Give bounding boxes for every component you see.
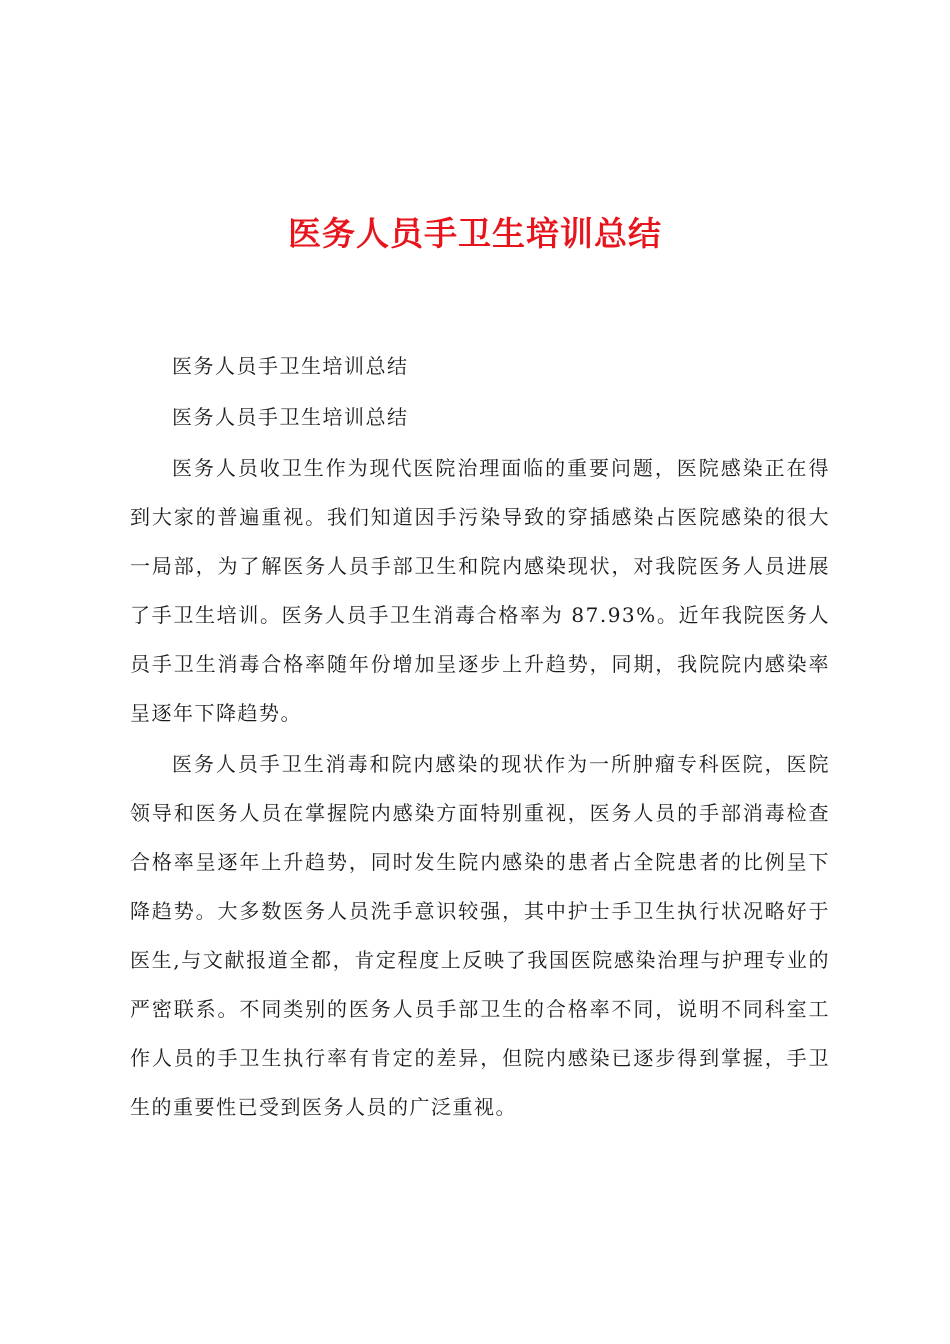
paragraph-intro: 医务人员收卫生作为现代医院治理面临的重要问题，医院感染正在得到大家的普遍重视。我们知道因手污染导致的穿插感染占医院感染的很大一局部，为了解医务人员手部卫生和院内感染现状，对我院医务人员进展了手卫生培训。医务人员手卫生消毒合格率为 87.93%。近年我院医务人员手卫生消毒合格率随年份增加呈逐步上升趋势，同期，我院院内感染率呈逐年下降趋势。 <box>130 456 830 725</box>
paragraph-subtitle-2: 医务人员手卫生培训总结 <box>172 405 409 429</box>
document-title: 医务人员手卫生培训总结 <box>288 214 662 253</box>
paragraph-subtitle-1: 医务人员手卫生培训总结 <box>172 354 409 378</box>
paragraph-current-status: 医务人员手卫生消毒和院内感染的现状作为一所肿瘤专科医院，医院领导和医务人员在掌握院内感染方面特别重视，医务人员的手部消毒检查合格率呈逐年上升趋势，同时发生院内感染的患者占全院患者的比例呈下降趋势。大多数医务人员洗手意识较强，其中护士手卫生执行状况略好于医生,与文献报道全都，肯定程度上反映了我国医院感染治理与护理专业的严密联系。不同类别的医务人员手部卫生的合格率不同，说明不同科室工作人员的手卫生执行率有肯定的差异，但院内感染已逐步得到掌握，手卫生的重要性已受到医务人员的广泛重视。 <box>130 752 830 1119</box>
document-body <box>130 342 830 1134</box>
